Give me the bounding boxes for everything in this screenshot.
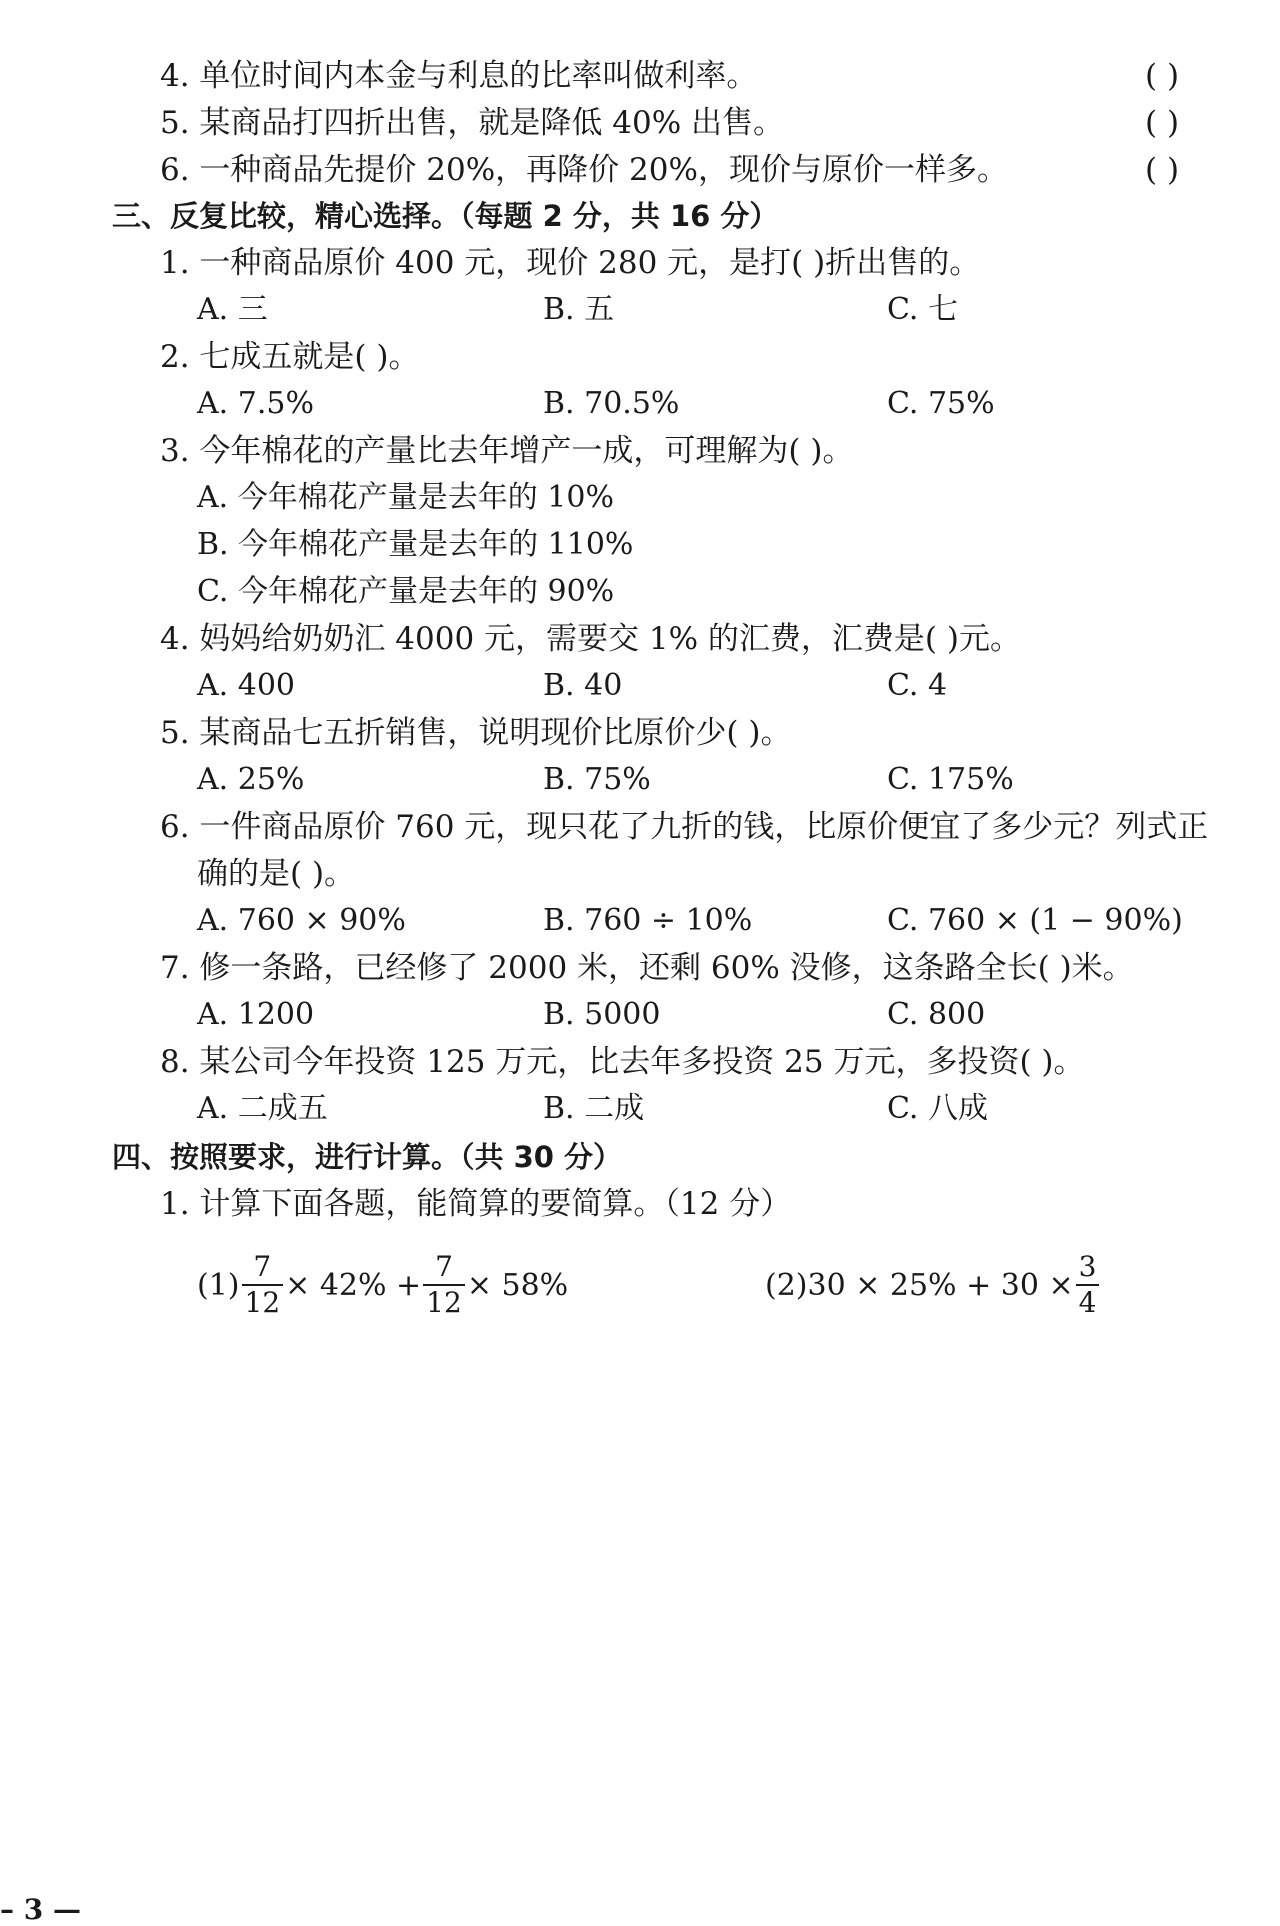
option-b[interactable]: B. 二成 — [543, 1091, 645, 1126]
fraction — [423, 1250, 465, 1320]
judge-item-5: 5. 某商品打四折出售，就是降低 40% 出售。 — [160, 105, 785, 141]
option-a[interactable]: A. 400 — [197, 668, 295, 703]
judge-item-6: 6. 一种商品先提价 20%，再降价 20%，现价与原价一样多。 — [160, 152, 1008, 188]
option-a[interactable]: A. 7.5% — [197, 386, 314, 421]
option-c[interactable]: C. 760 × (1 − 90%) — [887, 903, 1183, 938]
denominator: 12 — [244, 1286, 281, 1319]
expression-2 — [765, 1250, 1101, 1320]
choice-q5: 5. 某商品七五折销售，说明现价比原价少( )。 — [160, 715, 792, 751]
answer-paren[interactable]: ( ) — [1145, 152, 1180, 188]
option-b[interactable]: B. 760 ÷ 10% — [543, 903, 753, 938]
option-b[interactable]: B. 40 — [543, 668, 623, 703]
numerator: 7 — [423, 1250, 465, 1286]
answer-paren[interactable]: ( ) — [1145, 58, 1180, 94]
option-c[interactable]: C. 4 — [887, 668, 948, 703]
choice-q1: 1. 一种商品原价 400 元，现价 280 元，是打( )折出售的。 — [160, 245, 981, 281]
option-c[interactable]: C. 七 — [887, 292, 958, 327]
numerator: 7 — [242, 1250, 284, 1286]
option-b[interactable]: B. 70.5% — [543, 386, 680, 421]
expression-text: × 58% — [466, 1267, 569, 1303]
option-c[interactable]: C. 800 — [887, 997, 986, 1032]
option-a[interactable]: A. 1200 — [197, 997, 315, 1032]
section4-title: 四、按照要求，进行计算。（共 30 分） — [112, 1140, 623, 1174]
denominator: 12 — [426, 1286, 462, 1319]
option-c[interactable]: C. 今年棉花产量是去年的 90% — [197, 574, 615, 609]
choice-q7: 7. 修一条路，已经修了 2000 米，还剩 60% 没修，这条路全长( )米。 — [160, 950, 1134, 986]
option-b[interactable]: B. 今年棉花产量是去年的 110% — [197, 527, 634, 562]
option-b[interactable]: B. 5000 — [543, 997, 661, 1032]
option-a[interactable]: A. 三 — [197, 292, 268, 327]
expression-1 — [197, 1250, 568, 1320]
expression-text: 30 × 25% + 30 × — [807, 1267, 1074, 1303]
expression-text: × 42% + — [285, 1267, 422, 1303]
numerator: 3 — [1076, 1250, 1100, 1286]
option-a[interactable]: A. 25% — [197, 762, 305, 797]
option-c[interactable]: C. 75% — [887, 386, 995, 421]
choice-q8: 8. 某公司今年投资 125 万元，比去年多投资 25 万元，多投资( )。 — [160, 1044, 1085, 1080]
choice-q2: 2. 七成五就是( )。 — [160, 339, 420, 375]
denominator: 4 — [1078, 1286, 1097, 1319]
expression-label: (1) — [197, 1267, 240, 1303]
option-c[interactable]: C. 八成 — [887, 1091, 988, 1126]
expression-label: (2) — [765, 1267, 808, 1303]
answer-paren[interactable]: ( ) — [1145, 105, 1180, 141]
option-a[interactable]: A. 今年棉花产量是去年的 10% — [197, 480, 614, 515]
choice-q4: 4. 妈妈给奶奶汇 4000 元，需要交 1% 的汇费，汇费是( )元。 — [160, 621, 1021, 657]
option-b[interactable]: B. 75% — [543, 762, 651, 797]
option-b[interactable]: B. 五 — [543, 292, 615, 327]
fraction — [242, 1250, 284, 1320]
calc-instruction: 1. 计算下面各题，能简算的要简算。（12 分） — [160, 1186, 792, 1222]
option-a[interactable]: A. 760 × 90% — [197, 903, 406, 938]
option-a[interactable]: A. 二成五 — [197, 1091, 328, 1126]
choice-q6-cont: 确的是( )。 — [197, 856, 356, 892]
choice-q3: 3. 今年棉花的产量比去年增产一成，可理解为( )。 — [160, 433, 854, 469]
page-number: – 3 — — [0, 1893, 81, 1926]
fraction — [1076, 1250, 1100, 1320]
section3-title: 三、反复比较，精心选择。（每题 2 分，共 16 分） — [112, 199, 779, 233]
option-c[interactable]: C. 175% — [887, 762, 1014, 797]
choice-q6: 6. 一件商品原价 760 元，现只花了九折的钱，比原价便宜了多少元？列式正 — [160, 809, 1209, 845]
judge-item-4: 4. 单位时间内本金与利息的比率叫做利率。 — [160, 58, 758, 94]
